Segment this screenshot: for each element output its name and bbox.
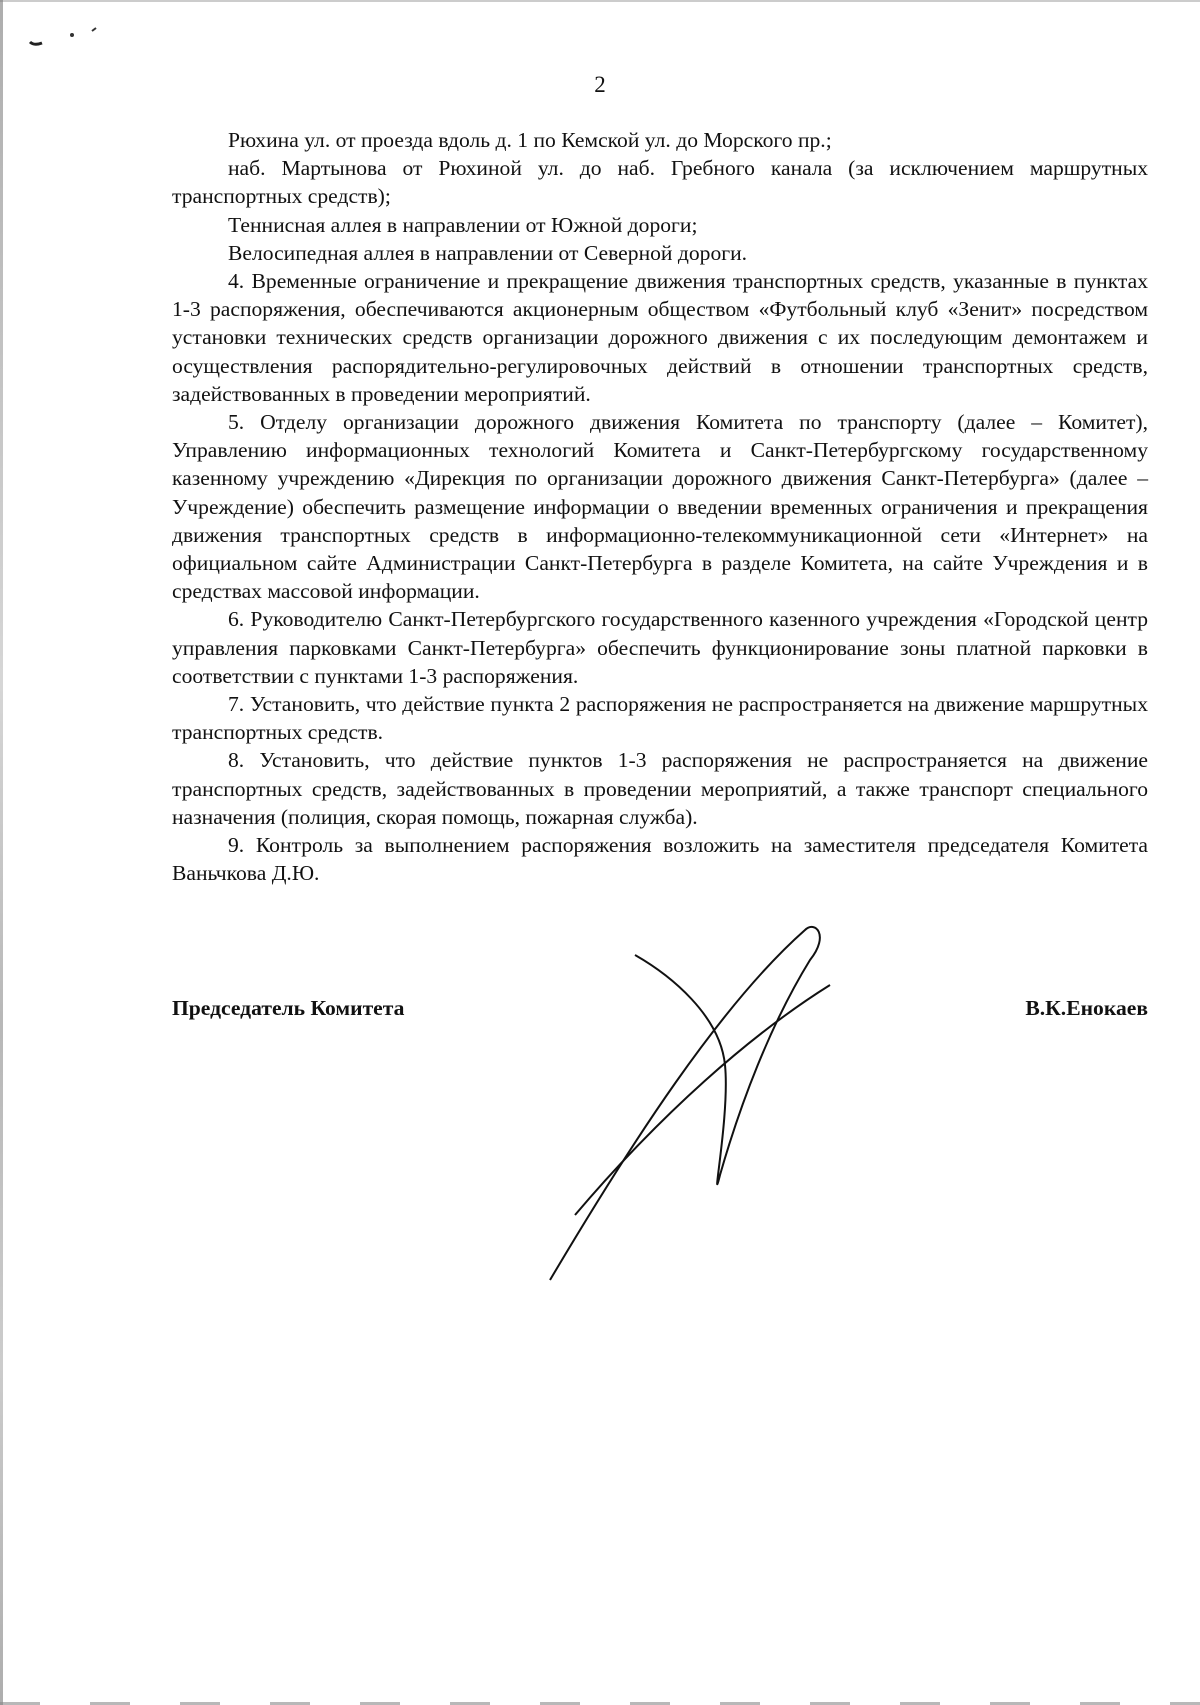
- scan-edge-left: [0, 0, 3, 1705]
- document-body: [172, 126, 1148, 887]
- paragraph-item-9: 9. Контроль за выполнением распоряжения возложить на заместителя председателя Комитета Ваньчкова Д.Ю.: [172, 833, 1148, 886]
- signatory-name: В.К.Енокаев: [1025, 996, 1148, 1020]
- paragraph-item-6: 6. Руководителю Санкт-Петербургского государственного казенного учреждения «Городской центр управления парковками Санкт-Петербурга» обеспечить функционирование зоны платной парковки в соответствии с пунктами 1-3 распоряжения.: [172, 607, 1148, 688]
- scan-artifact-marks: [22, 22, 112, 52]
- paragraph-tennis-alley: Теннисная аллея в направлении от Южной дороги;: [228, 212, 698, 237]
- paragraph-item-8: 8. Установить, что действие пунктов 1-3 распоряжения не распространяется на движение транспортных средств, задействованных в проведении мероприятий, а также транспорт специального назначения (полиция, скорая помощь, пожарная служба).: [172, 748, 1148, 829]
- paragraph-item-5: 5. Отделу организации дорожного движения Комитета по транспорту (далее – Комитет), Управлению информационных технологий Комитета и Санкт-Петербургскому государственному казенному учреждению «Дирекция по организации дорожного движения Санкт-Петербурга» (далее – Учреждение) обеспечить размещение информации о введении временных ограничения и прекращения движения транспортных средств в информационно-телекоммуникационной сети «Интернет» на официальном сайте Администрации Санкт-Петербурга в разделе Комитета, на сайте Учреждения и в средствах массовой информации.: [172, 410, 1148, 604]
- paragraph-martynova-embankment: наб. Мартынова от Рюхиной ул. до наб. Гребного канала (за исключением маршрутных транспортных средств);: [172, 156, 1148, 209]
- paragraph-item-7: 7. Установить, что действие пункта 2 распоряжения не распространяется на движение маршрутных транспортных средств.: [172, 692, 1148, 745]
- page-number: 2: [594, 72, 606, 97]
- handwritten-signature: [540, 915, 840, 1285]
- paragraph-item-4: 4. Временные ограничение и прекращение движения транспортных средств, указанные в пунктах 1-3 распоряжения, обеспечиваются акционерным обществом «Футбольный клуб «Зенит» посредством установки технических средств организации дорожного движения с их последующим демонтажем и осуществления распорядительно-регулировочных действий в отношении транспортных средств, задействованных в проведении мероприятий.: [172, 269, 1148, 406]
- signatory-title: Председатель Комитета: [172, 996, 405, 1020]
- paragraph-bicycle-alley: Велосипедная аллея в направлении от Северной дороги.: [228, 240, 748, 265]
- scan-edge-top: [0, 0, 1200, 2]
- paragraph-ryukhina-street: Рюхина ул. от проезда вдоль д. 1 по Кемской ул. до Морского пр.;: [228, 128, 832, 152]
